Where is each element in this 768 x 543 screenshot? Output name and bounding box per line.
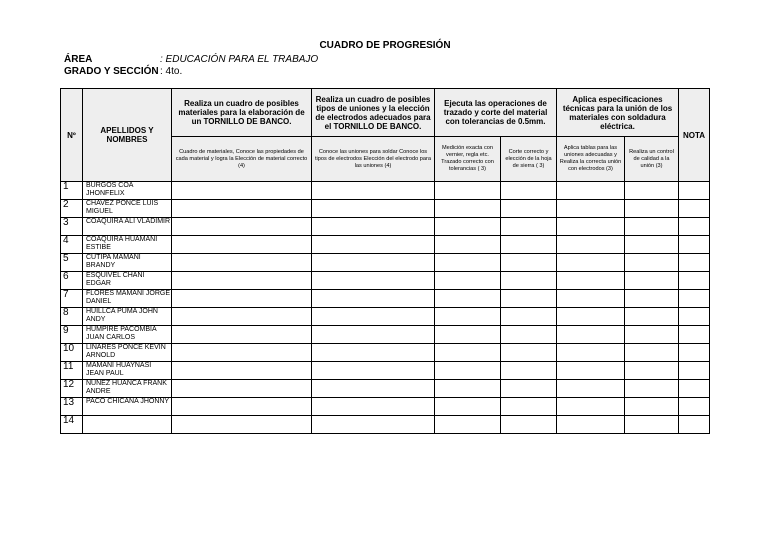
nota-cell[interactable] — [679, 362, 710, 380]
nota-cell[interactable] — [679, 308, 710, 326]
score-cell[interactable] — [501, 308, 557, 326]
score-cell[interactable] — [435, 416, 501, 434]
table-row — [61, 308, 710, 326]
table-row — [61, 398, 710, 416]
row-number: 2 — [61, 200, 83, 218]
score-cell[interactable] — [312, 416, 435, 434]
score-cell[interactable] — [557, 254, 625, 272]
table-row — [61, 182, 710, 200]
grado-value: : 4to. — [160, 66, 183, 77]
row-number: 6 — [61, 272, 83, 290]
table-row — [61, 236, 710, 254]
criterion-1: Realiza un cuadro de posibles materiales para la elaboración de un TORNILLO DE BANCO. — [172, 89, 312, 137]
score-cell[interactable] — [625, 308, 679, 326]
score-cell[interactable] — [625, 254, 679, 272]
score-cell[interactable] — [172, 272, 312, 290]
score-cell[interactable] — [557, 218, 625, 236]
area-label: ÁREA — [64, 54, 93, 65]
score-cell[interactable] — [557, 290, 625, 308]
nota-cell[interactable] — [679, 182, 710, 200]
score-cell[interactable] — [435, 326, 501, 344]
table-row — [61, 254, 710, 272]
score-cell[interactable] — [557, 182, 625, 200]
score-cell[interactable] — [312, 308, 435, 326]
table-row — [61, 362, 710, 380]
score-cell[interactable] — [501, 218, 557, 236]
table-row — [61, 218, 710, 236]
student-name: CUTIPA MAMANI BRANDY — [83, 254, 172, 272]
header-names: APELLIDOS Y NOMBRES — [83, 89, 172, 182]
progress-table — [60, 88, 710, 434]
score-cell[interactable] — [312, 398, 435, 416]
student-name: COAQUIRA ALI VLADIMIR — [83, 218, 172, 236]
score-cell[interactable] — [312, 218, 435, 236]
score-cell[interactable] — [435, 182, 501, 200]
score-cell[interactable] — [625, 272, 679, 290]
table-row — [61, 380, 710, 398]
score-cell[interactable] — [557, 416, 625, 434]
score-cell[interactable] — [435, 254, 501, 272]
nota-cell[interactable] — [679, 398, 710, 416]
score-cell[interactable] — [501, 326, 557, 344]
nota-cell[interactable] — [679, 254, 710, 272]
student-name: NUÑEZ HUANCA FRANK ANDRE — [83, 380, 172, 398]
table-row — [61, 416, 710, 434]
score-cell[interactable] — [312, 254, 435, 272]
score-cell[interactable] — [435, 290, 501, 308]
score-cell[interactable] — [172, 398, 312, 416]
score-cell[interactable] — [501, 344, 557, 362]
criterion-2: Realiza un cuadro de posibles tipos de uniones y la elección de electrodos adecuados para el TORNILLO DE BANCO. — [312, 89, 435, 137]
score-cell[interactable] — [172, 254, 312, 272]
table-row — [61, 272, 710, 290]
row-number: 5 — [61, 254, 83, 272]
row-number: 11 — [61, 362, 83, 380]
score-cell[interactable] — [172, 416, 312, 434]
student-name: PACO CHICANA JHONNY — [83, 398, 172, 416]
score-cell[interactable] — [501, 272, 557, 290]
score-cell[interactable] — [625, 380, 679, 398]
student-name: FLORES MAMANI JORGE DANIEL — [83, 290, 172, 308]
score-cell[interactable] — [172, 380, 312, 398]
score-cell[interactable] — [435, 398, 501, 416]
area-value: : EDUCACIÓN PARA EL TRABAJO — [160, 54, 319, 65]
table-row — [61, 326, 710, 344]
score-cell[interactable] — [501, 182, 557, 200]
score-cell[interactable] — [557, 380, 625, 398]
score-cell[interactable] — [172, 308, 312, 326]
score-cell[interactable] — [435, 218, 501, 236]
indicator-3: Medición exacta con vernier, regla etc. Trazado correcto con tolerancias ( 3) — [435, 137, 501, 182]
row-number: 13 — [61, 398, 83, 416]
score-cell[interactable] — [625, 236, 679, 254]
nota-cell[interactable] — [679, 326, 710, 344]
student-name: BURGOS COA JHONFELIX — [83, 182, 172, 200]
score-cell[interactable] — [312, 362, 435, 380]
indicator-5: Aplica tablas para las uniones adecuadas y Realiza la correcta unión con electrodos (3) — [557, 137, 625, 182]
score-cell[interactable] — [501, 254, 557, 272]
score-cell[interactable] — [435, 200, 501, 218]
score-cell[interactable] — [501, 200, 557, 218]
score-cell[interactable] — [625, 398, 679, 416]
score-cell[interactable] — [435, 236, 501, 254]
score-cell[interactable] — [501, 290, 557, 308]
score-cell[interactable] — [625, 218, 679, 236]
score-cell[interactable] — [501, 236, 557, 254]
criterion-4: Aplica especificaciones técnicas para la unión de los materiales con soldadura eléctrica. — [557, 89, 679, 137]
score-cell[interactable] — [501, 416, 557, 434]
student-name: HUMPIRE PACOMBIA JUAN CARLOS — [83, 326, 172, 344]
score-cell[interactable] — [501, 380, 557, 398]
score-cell[interactable] — [625, 344, 679, 362]
score-cell[interactable] — [435, 272, 501, 290]
score-cell[interactable] — [501, 362, 557, 380]
row-number: 3 — [61, 218, 83, 236]
score-cell[interactable] — [172, 344, 312, 362]
score-cell[interactable] — [435, 380, 501, 398]
nota-cell[interactable] — [679, 380, 710, 398]
indicator-4: Corte correcto y elección de la hoja de sierra ( 3) — [501, 137, 557, 182]
score-cell[interactable] — [557, 236, 625, 254]
grado-label: GRADO Y SECCIÓN — [64, 66, 159, 77]
score-cell[interactable] — [312, 344, 435, 362]
score-cell[interactable] — [557, 362, 625, 380]
score-cell[interactable] — [557, 200, 625, 218]
indicator-1: Cuadro de materiales, Conoce las propiedades de cada material y logra la Elección de material correcto (4) — [172, 137, 312, 182]
score-cell[interactable] — [312, 200, 435, 218]
row-number: 1 — [61, 182, 83, 200]
score-cell[interactable] — [625, 182, 679, 200]
score-cell[interactable] — [312, 326, 435, 344]
row-number: 14 — [61, 416, 83, 434]
score-cell[interactable] — [312, 236, 435, 254]
nota-cell[interactable] — [679, 218, 710, 236]
nota-cell[interactable] — [679, 416, 710, 434]
score-cell[interactable] — [172, 326, 312, 344]
nota-cell[interactable] — [679, 272, 710, 290]
indicator-2: Conoce las uniones para soldar Conoce los tipos de electrodos Elección del electrodo para las uniones (4) — [312, 137, 435, 182]
student-name: MAMANI HUAYNASI JEAN PAUL — [83, 362, 172, 380]
score-cell[interactable] — [625, 416, 679, 434]
score-cell[interactable] — [435, 308, 501, 326]
student-name — [83, 416, 172, 434]
header-num: Nº — [61, 89, 83, 182]
student-name: ESQUIVEL CHANI EDGAR — [83, 272, 172, 290]
student-name: CHAVEZ PONCE LUIS MIGUEL — [83, 200, 172, 218]
row-number: 7 — [61, 290, 83, 308]
row-number: 4 — [61, 236, 83, 254]
score-cell[interactable] — [312, 272, 435, 290]
score-cell[interactable] — [172, 200, 312, 218]
row-number: 9 — [61, 326, 83, 344]
page-title: CUADRO DE PROGRESIÓN — [319, 40, 451, 51]
student-name: HUILLCA PUMA JOHN ANDY — [83, 308, 172, 326]
score-cell[interactable] — [172, 362, 312, 380]
score-cell[interactable] — [557, 308, 625, 326]
nota-cell[interactable] — [679, 290, 710, 308]
score-cell[interactable] — [557, 272, 625, 290]
student-name: COAQUIRA HUAMANI ESTIBE — [83, 236, 172, 254]
student-name: LINARES PONCE KEVIN ARNOLD — [83, 344, 172, 362]
row-number: 10 — [61, 344, 83, 362]
score-cell[interactable] — [172, 218, 312, 236]
score-cell[interactable] — [172, 236, 312, 254]
score-cell[interactable] — [172, 182, 312, 200]
score-cell[interactable] — [625, 326, 679, 344]
score-cell[interactable] — [501, 398, 557, 416]
indicator-6: Realiza un control de calidad a la unión (3) — [625, 137, 679, 182]
table-row — [61, 200, 710, 218]
nota-cell[interactable] — [679, 236, 710, 254]
score-cell[interactable] — [172, 290, 312, 308]
row-number: 8 — [61, 308, 83, 326]
score-cell[interactable] — [312, 290, 435, 308]
criterion-3: Ejecuta las operaciones de trazado y corte del material con tolerancias de 0.5mm. — [435, 89, 557, 137]
score-cell[interactable] — [435, 362, 501, 380]
score-cell[interactable] — [557, 326, 625, 344]
score-cell[interactable] — [435, 344, 501, 362]
score-cell[interactable] — [557, 344, 625, 362]
score-cell[interactable] — [625, 290, 679, 308]
score-cell[interactable] — [312, 380, 435, 398]
score-cell[interactable] — [557, 398, 625, 416]
nota-cell[interactable] — [679, 344, 710, 362]
nota-cell[interactable] — [679, 200, 710, 218]
score-cell[interactable] — [312, 182, 435, 200]
header-nota: NOTA — [679, 89, 710, 182]
table-row — [61, 290, 710, 308]
score-cell[interactable] — [625, 200, 679, 218]
score-cell[interactable] — [625, 362, 679, 380]
table-row — [61, 344, 710, 362]
row-number: 12 — [61, 380, 83, 398]
